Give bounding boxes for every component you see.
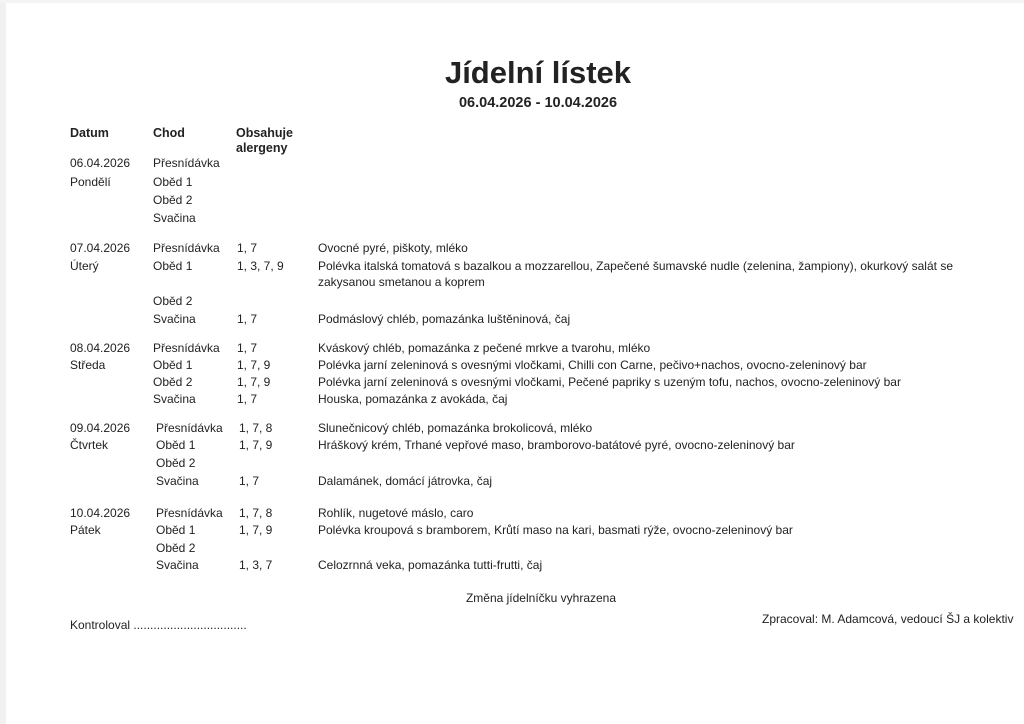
course-allergens: 1, 7, 9 xyxy=(237,375,271,389)
day-weekday: Pátek xyxy=(70,523,101,537)
course-food: Houska, pomazánka z avokáda, čaj xyxy=(318,392,508,406)
day-weekday: Čtvrtek xyxy=(70,438,109,452)
course-name: Oběd 2 xyxy=(153,193,193,207)
page-title: Jídelní lístek xyxy=(444,55,632,90)
day-date: 08.04.2026 xyxy=(70,341,131,355)
course-name: Přesnídávka xyxy=(153,341,220,355)
course-allergens: 1, 7, 8 xyxy=(239,506,273,520)
course-food: Polévka jarní zeleninová s ovesnými vločkami, Chilli con Carne, pečivo+nachos, ovocno-zeleninový bar xyxy=(318,358,867,372)
course-food: Podmáslový chléb, pomazánka luštěninová, čaj xyxy=(318,312,571,326)
course-allergens: 1, 7, 9 xyxy=(237,358,271,372)
course-name: Oběd 2 xyxy=(156,541,196,555)
course-food: Slunečnicový chléb, pomazánka brokolicová, mléko xyxy=(318,421,593,435)
prepared-by: Zpracoval: M. Adamcová, vedoucí ŠJ a kolektiv xyxy=(762,612,1014,626)
course-name: Svačina xyxy=(153,392,196,406)
course-allergens: 1, 7, 9 xyxy=(239,523,273,537)
course-name: Svačina xyxy=(153,211,196,225)
course-allergens: 1, 3, 7, 9 xyxy=(237,259,284,273)
course-name: Přesnídávka xyxy=(156,421,223,435)
course-allergens: 1, 7 xyxy=(239,474,260,488)
course-allergens: 1, 7, 9 xyxy=(239,438,273,452)
course-name: Přesnídávka xyxy=(156,506,223,520)
course-name: Přesnídávka xyxy=(153,156,220,170)
scan-edge-top xyxy=(0,0,1024,3)
day-weekday: Úterý xyxy=(70,259,99,273)
course-name: Svačina xyxy=(156,474,199,488)
course-allergens: 1, 7 xyxy=(237,312,258,326)
course-name: Oběd 1 xyxy=(156,438,196,452)
course-food: Rohlík, nugetové máslo, caro xyxy=(318,506,474,520)
course-food: Ovocné pyré, piškoty, mléko xyxy=(318,241,468,255)
course-food: Hráškový krém, Trhané vepřové maso, bramborovo-batátové pyré, ovocno-zeleninový bar xyxy=(318,438,795,452)
course-food: Kváskový chléb, pomazánka z pečené mrkve a tvarohu, mléko xyxy=(318,341,651,355)
header-course: Chod xyxy=(153,126,185,140)
course-food: Polévka kroupová s bramborem, Krůtí maso na kari, basmati rýže, ovocno-zeleninový bar xyxy=(318,523,793,537)
course-name: Svačina xyxy=(153,312,196,326)
day-weekday: Pondělí xyxy=(70,175,111,189)
course-allergens: 1, 7 xyxy=(237,392,258,406)
course-name: Přesnídávka xyxy=(153,241,220,255)
course-name: Oběd 2 xyxy=(156,456,196,470)
course-food: Polévka italská tomatová s bazalkou a mozzarellou, Zapečené šumavské nudle (zelenina, žampiony), okurkový salát se zakysanou smetanou a koprem xyxy=(318,259,953,289)
day-date: 09.04.2026 xyxy=(70,421,131,435)
course-name: Oběd 1 xyxy=(156,523,196,537)
course-food: Polévka jarní zeleninová s ovesnými vločkami, Pečené papriky s uzeným tofu, nachos, ovocno-zeleninový bar xyxy=(318,375,901,389)
course-food: Celozrnná veka, pomazánka tutti-frutti, čaj xyxy=(318,558,543,572)
course-allergens: 1, 7 xyxy=(237,341,258,355)
course-name: Oběd 1 xyxy=(153,259,193,273)
day-date: 10.04.2026 xyxy=(70,506,131,520)
header-date: Datum xyxy=(70,126,109,140)
course-name: Oběd 2 xyxy=(153,375,193,389)
checked-by: Kontroloval .................................. xyxy=(70,618,247,632)
header-allergens: Obsahuje alergeny xyxy=(236,126,293,155)
day-weekday: Středa xyxy=(70,358,106,372)
course-name: Oběd 1 xyxy=(153,175,193,189)
course-allergens: 1, 3, 7 xyxy=(239,558,273,572)
day-date: 06.04.2026 xyxy=(70,156,131,170)
course-name: Oběd 1 xyxy=(153,358,193,372)
course-allergens: 1, 7 xyxy=(237,241,258,255)
date-range: 06.04.2026 - 10.04.2026 xyxy=(458,95,618,111)
course-name: Svačina xyxy=(156,558,199,572)
course-allergens: 1, 7, 8 xyxy=(239,421,273,435)
change-note: Změna jídelníčku vyhrazena xyxy=(465,591,617,605)
course-food: Dalamánek, domácí játrovka, čaj xyxy=(318,474,493,488)
day-date: 07.04.2026 xyxy=(70,241,131,255)
course-name: Oběd 2 xyxy=(153,294,193,308)
